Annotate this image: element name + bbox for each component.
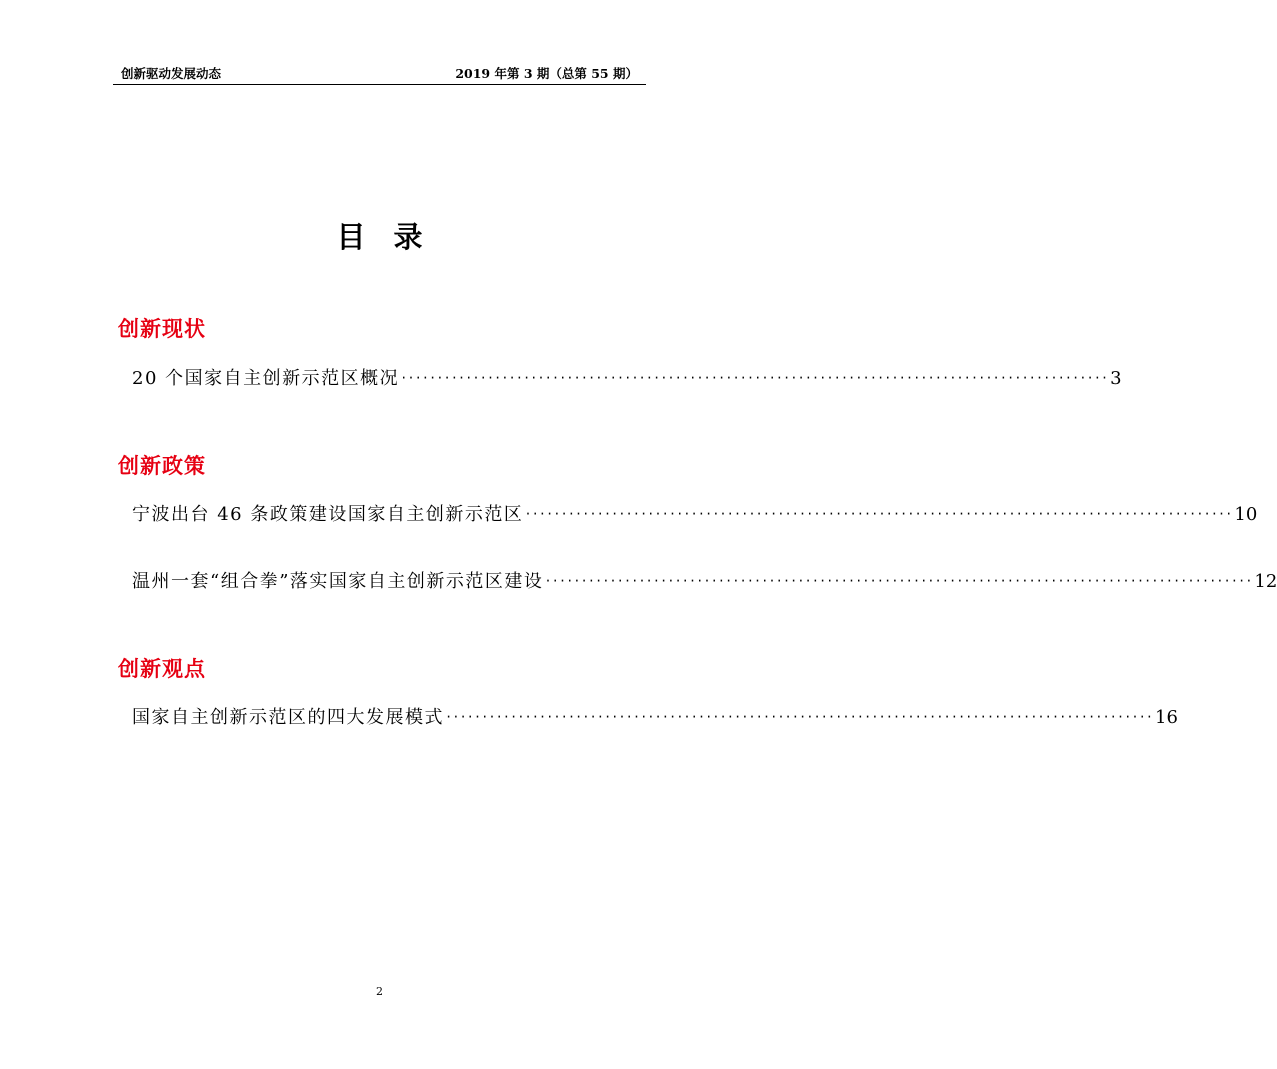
dot-leader: ·································································································· <box>400 371 1109 385</box>
section-heading-viewpoint: 创新观点 <box>118 656 206 681</box>
section-heading-policy: 创新政策 <box>118 453 206 478</box>
header-issue-info: 2019 年第 3 期（总第 55 期） <box>455 66 638 81</box>
toc-entry-title: 宁波出台 46 条政策建设国家自主创新示范区 <box>132 504 524 525</box>
toc-entry-title: 20 个国家自主创新示范区概况 <box>132 368 400 389</box>
toc-entry-page: 3 <box>1110 368 1122 389</box>
toc-entry-page: 10 <box>1234 504 1258 525</box>
toc-entry[interactable] <box>132 703 1178 729</box>
toc-entry-title: 温州一套“组合拳”落实国家自主创新示范区建设 <box>132 571 544 592</box>
dot-leader: ·································································································· <box>544 574 1253 588</box>
toc-entry[interactable] <box>132 567 1277 593</box>
toc-entry[interactable] <box>132 364 1122 390</box>
running-header <box>113 58 646 85</box>
page-number: 2 <box>376 985 383 998</box>
dot-leader: ·································································································· <box>445 710 1154 724</box>
toc-entry-title: 国家自主创新示范区的四大发展模式 <box>132 707 444 728</box>
dot-leader: ·································································································· <box>524 507 1233 521</box>
section-heading-status: 创新现状 <box>118 316 206 341</box>
toc-entry-page: 12 <box>1254 571 1277 592</box>
header-publication-title: 创新驱动发展动态 <box>121 66 222 81</box>
toc-entry-page: 16 <box>1155 707 1178 728</box>
toc-entry[interactable] <box>132 500 1258 526</box>
toc-title: 目录 <box>336 220 451 254</box>
